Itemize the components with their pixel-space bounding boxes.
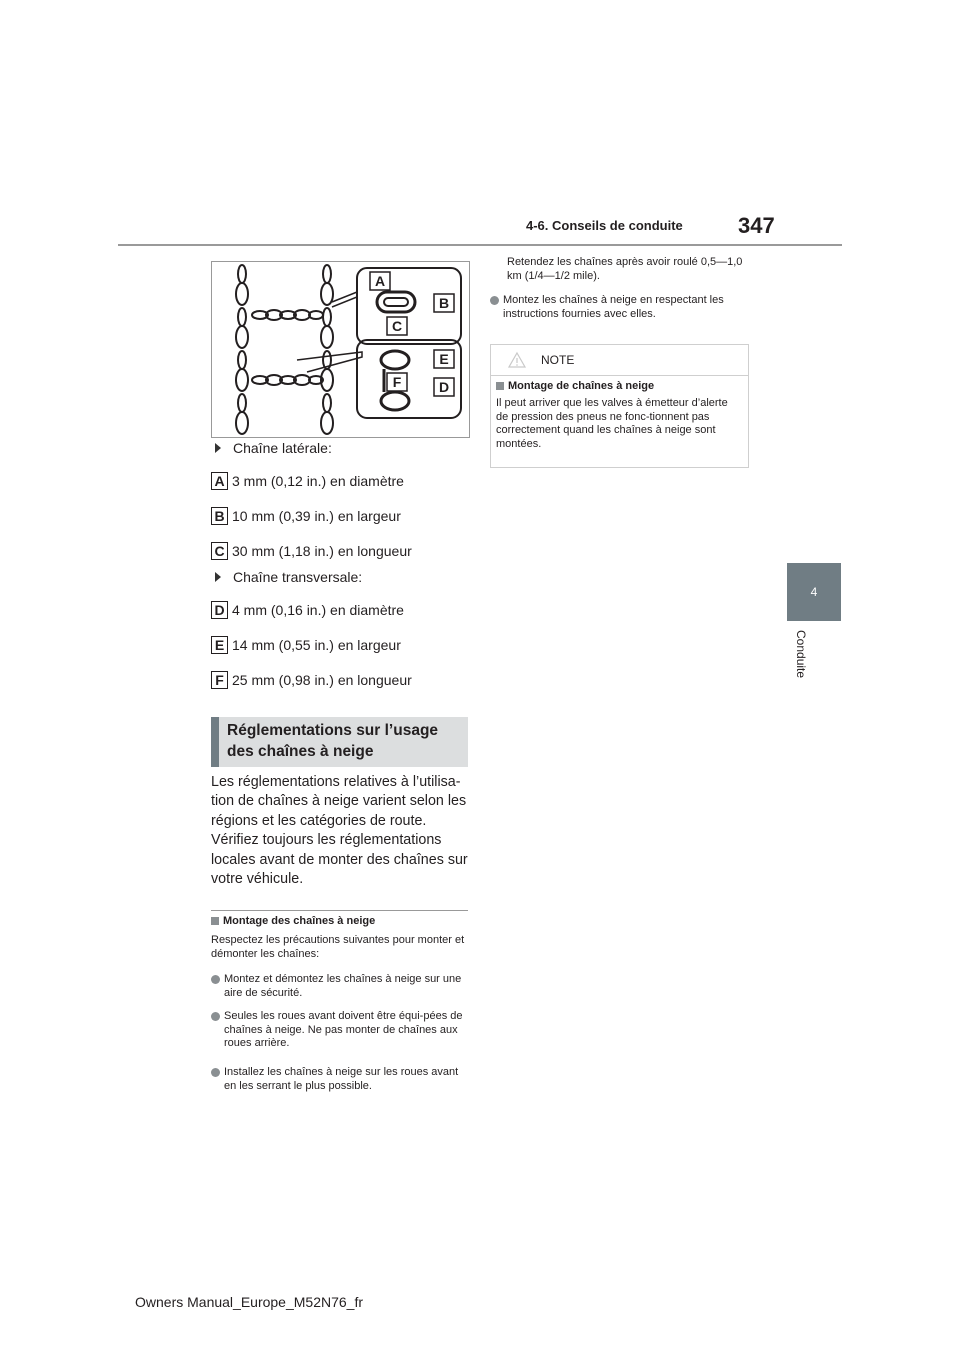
list-item: Installez les chaînes à neige sur les roues avant en les serrant le plus possible. — [211, 1066, 469, 1093]
spec-row — [211, 507, 401, 525]
triangle-bullet-icon — [215, 443, 221, 453]
spec-letter: B — [211, 507, 228, 525]
header-divider — [118, 244, 842, 246]
spec-text: 25 mm (0,98 in.) en longueur — [232, 672, 412, 688]
continuation-text: Retendez les chaînes après avoir roulé 0,5—1,0 km (1/4—1/2 mile). — [507, 256, 743, 282]
spec-text: 4 mm (0,16 in.) en diamètre — [232, 602, 404, 618]
spec-row — [211, 636, 401, 654]
side-chain-title: Chaîne latérale: — [211, 440, 332, 456]
snow-chain-figure — [211, 261, 470, 438]
note-box — [490, 344, 749, 468]
chapter-number: 4 — [810, 585, 818, 599]
chapter-label: Conduite — [794, 630, 808, 679]
spec-text: 30 mm (1,18 in.) en longueur — [232, 543, 412, 559]
figure-label-b: B — [438, 295, 450, 311]
bullet-dot-icon — [490, 296, 499, 305]
snow-chain-illustration — [212, 262, 469, 437]
cross-chain-title: Chaîne transversale: — [211, 569, 362, 585]
section-title: 4-6. Conseils de conduite — [526, 218, 683, 233]
spec-text: 3 mm (0,12 in.) en diamètre — [232, 473, 404, 489]
subsection-divider — [211, 910, 468, 911]
figure-label-c: C — [391, 318, 403, 334]
mounting-intro: Respectez les précautions suivantes pour monter et démonter les chaînes: — [211, 934, 465, 960]
bullet-dot-icon — [211, 1012, 220, 1021]
spec-text: 14 mm (0,55 in.) en largeur — [232, 637, 401, 653]
spec-letter: A — [211, 472, 228, 490]
spec-letter: D — [211, 601, 228, 619]
warning-triangle-icon — [507, 351, 527, 369]
figure-label-a: A — [374, 273, 386, 289]
regulations-heading: Réglementations sur l’usage des chaînes à neige — [211, 717, 468, 767]
bullet-dot-icon — [211, 975, 220, 984]
spec-letter: E — [211, 636, 228, 654]
figure-label-e: E — [439, 351, 449, 367]
mounting-title: Montage des chaînes à neige — [211, 915, 375, 927]
figure-label-f: F — [392, 374, 402, 390]
spec-row — [211, 601, 404, 619]
list-item: Montez et démontez les chaînes à neige sur une aire de sécurité. — [211, 973, 469, 1000]
page-number: 347 — [738, 213, 775, 238]
spec-row — [211, 472, 404, 490]
spec-letter: C — [211, 542, 228, 560]
square-bullet-icon — [496, 382, 504, 390]
spec-letter: F — [211, 671, 228, 689]
square-bullet-icon — [211, 917, 219, 925]
regulations-body: Les réglementations relatives à l’utilisa-tion de chaînes à neige varient selon les régions et les catégories de route. Vérifiez toujours les réglementations locales avant de monter des chaînes sur votre véhicule. — [211, 774, 468, 888]
note-label: NOTE — [541, 353, 575, 367]
footer-text: Owners Manual_Europe_M52N76_fr — [135, 1294, 364, 1310]
note-header — [491, 345, 748, 376]
list-item: Seules les roues avant doivent être équi-pées de chaînes à neige. Ne pas monter de chaînes aux roues arrière. — [211, 1010, 469, 1051]
spec-text: 10 mm (0,39 in.) en largeur — [232, 508, 401, 524]
triangle-bullet-icon — [215, 572, 221, 582]
spec-row — [211, 542, 412, 560]
chapter-tab — [787, 563, 841, 621]
note-body: Il peut arriver que les valves à émetteur d’alerte de pression des pneus ne fonc-tionnent pas correctement quand les chaînes à neige sont montées. — [496, 397, 728, 450]
list-item: Montez les chaînes à neige en respectant les instructions fournies avec elles. — [490, 294, 750, 321]
bullet-dot-icon — [211, 1068, 220, 1077]
spec-row — [211, 671, 412, 689]
note-title: Montage de chaînes à neige — [496, 380, 743, 392]
figure-label-d: D — [438, 379, 450, 395]
